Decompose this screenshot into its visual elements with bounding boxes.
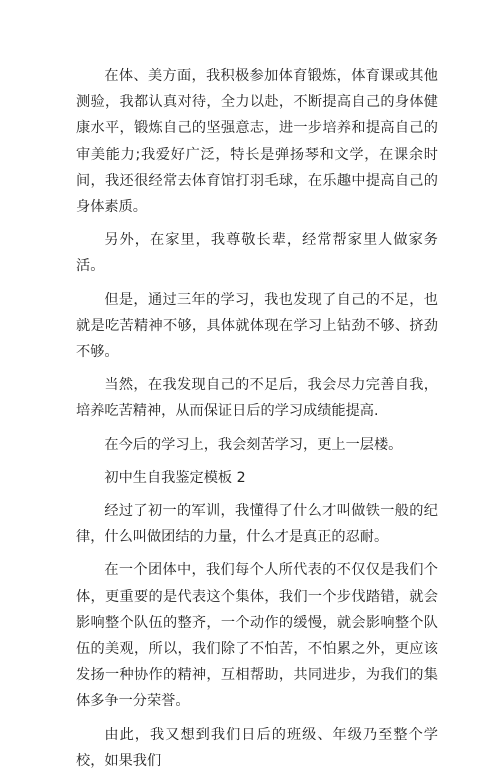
paragraph-future-study: 在今后的学习上，我会刻苦学习，更上一层楼。: [104, 436, 403, 453]
section-title: 初中生自我鉴定模板 2: [104, 469, 246, 486]
paragraph-team-spirit: 在一个团体中，我们每个人所代表的不仅仅是我们个体，更重要的是代表这个集体，我们一个步伐踏错，就会影响整个队伍的整齐，一个动作的缓慢，就会影响整个队伍的美观，所以，我们除了不怕苦，不怕累之外，更应该发扬一种协作的精神，互相帮助，共同进步，为我们的集体多争一分荣誉。: [76, 562, 438, 710]
paragraph-improvement: 当然，在我发现自己的不足后，我会尽力完善自我，培养吃苦精神，从而保证日后的学习成绩能提高.: [76, 377, 438, 420]
paragraph-military-training: 经过了初一的军训，我懂得了什么才叫做铁一般的纪律，什么叫做团结的力量，什么才是真正的忍耐。: [76, 503, 438, 546]
paragraph-family: 另外，在家里，我尊敬长辈，经常帮家里人做家务活。: [76, 232, 438, 275]
paragraph-school-outlook: 由此，我又想到我们日后的班级、年级乃至整个学校，如果我们: [76, 726, 438, 769]
paragraph-shortcomings: 但是，通过三年的学习，我也发现了自己的不足，也就是吃苦精神不够，具体就体现在学习上钻劲不够、挤劲不够。: [76, 291, 438, 361]
paragraph-physical-aesthetic: 在体、美方面，我积极参加体育锻炼，体育课或其他测验，我都认真对待，全力以赴，不断提高自己的身体健康水平，锻炼自己的坚强意志，进一步培养和提高自己的审美能力;我爱好广泛，特长是弹扬琴和文学，在课余时间，我还很经常去体育馆打羽毛球，在乐趣中提高自己的身体素质。: [76, 68, 438, 216]
document-body: [76, 63, 438, 781]
